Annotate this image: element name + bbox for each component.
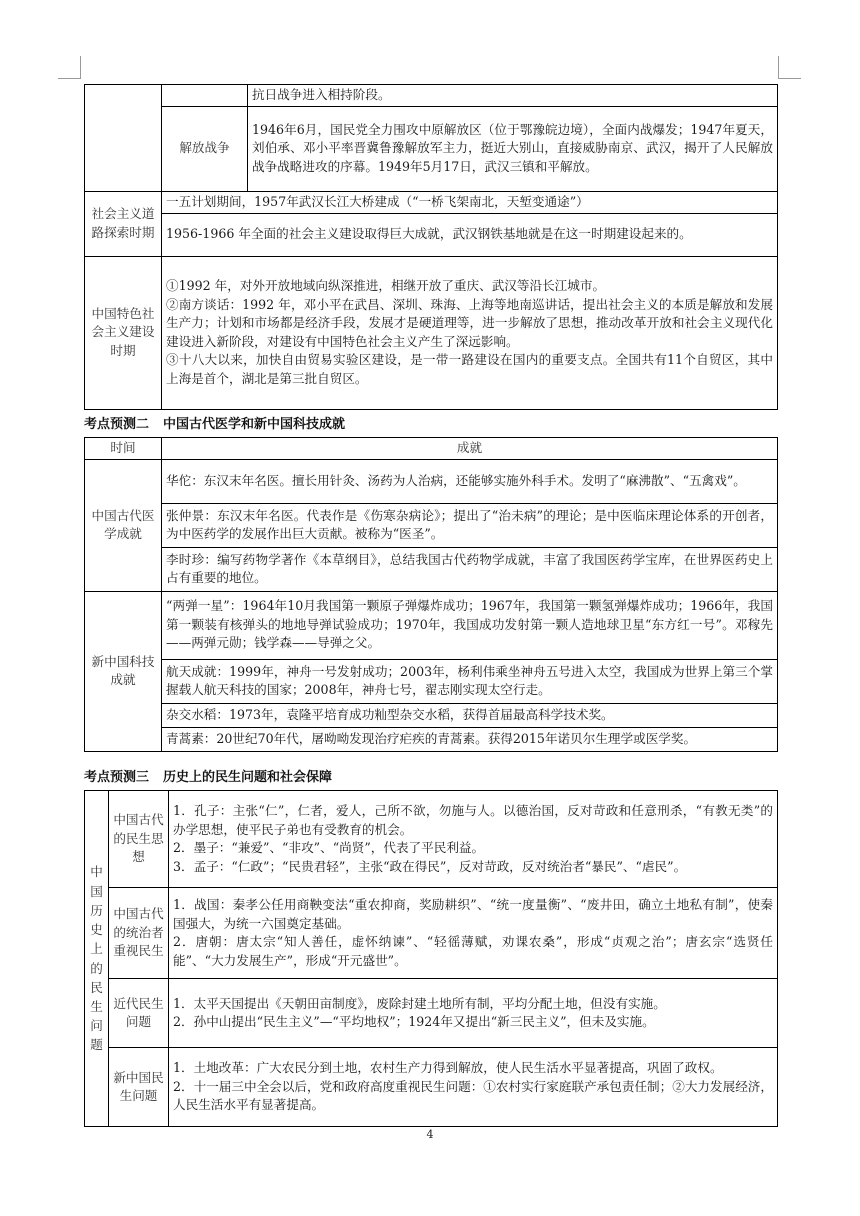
ancient-medicine-item: 李时珍：编写药物学著作《本草纲目》，总结我国古代药物学成就，丰富了我国医药学宝库，在世界医药史上占有重要的地位。 [162, 547, 778, 591]
livelihood-table [84, 790, 778, 1127]
table-row [85, 503, 778, 547]
liberation-war-content: 1946年6月，国民党全力围攻中原解放区（位于鄂豫皖边境），全面内战爆发；1947年夏天，刘伯承、邓小平率晋冀鲁豫解放军主力，挺近大别山，直接威胁南京、武汉，揭开了人民解放战争战略进攻的序幕。1949年5月17日，武汉三镇和平解放。 [248, 106, 778, 191]
livelihood-row-label: 中国古代的民生思想 [109, 791, 169, 888]
livelihood-row-label: 近代民生问题 [109, 979, 169, 1048]
section-3-title: 历史上的民生问题和社会保障 [163, 770, 333, 785]
chinese-characteristics-content [162, 256, 778, 409]
table-row [85, 659, 778, 703]
section-2-heading [84, 416, 345, 434]
ancient-medicine-label: 中国古代医学成就 [85, 459, 162, 591]
section-2-title: 中国古代医学和新中国科技成就 [163, 417, 346, 432]
table-row [85, 256, 778, 409]
livelihood-row-content [169, 979, 778, 1048]
table-row [85, 1048, 778, 1127]
section-3-prefix: 考点预测三 [84, 770, 150, 785]
table-row [85, 727, 778, 751]
chinese-characteristics-item-3: ③十八大以来，加快自由贸易实验区建设，是一带一路建设在国内的重要支点。全国共有11个自贸区，其中上海是首个，湖北是第三批自贸区。 [166, 352, 773, 386]
livelihood-outer-label: 中国历史上的民生问题 [85, 791, 109, 1127]
chinese-characteristics-item-1: ①1992 年，对外开放地域向纵深推进，相继开放了重庆、武汉等沿长江城市。 [166, 278, 606, 293]
livelihood-row-label: 中国古代的统治者重视民生 [109, 888, 169, 979]
crop-mark-top-right [778, 56, 801, 79]
new-china-technology-label: 新中国科技成就 [85, 591, 162, 751]
section-2-prefix: 考点预测二 [84, 417, 150, 432]
medicine-technology-table [84, 437, 778, 752]
livelihood-line: 1．太平天国提出《天朝田亩制度》，废除封建土地所有制，平均分配土地，但没有实施。 [173, 995, 666, 1011]
socialist-item-1: 一五计划期间，1957年武汉长江大桥建成（“一桥飞架南北，天堑变通途”） [162, 191, 778, 213]
livelihood-row-content [169, 888, 778, 979]
period-cell-blank [85, 85, 162, 192]
antijapanese-content: 抗日战争进入相持阶段。 [248, 85, 778, 107]
table-row [85, 979, 778, 1048]
table-row [85, 591, 778, 659]
table-row [85, 106, 778, 191]
ancient-medicine-item: 华佗：东汉末年名医。擅长用针灸、汤药为人治病，还能够实施外科手术。发明了“麻沸散”、“五禽戏”。 [162, 459, 778, 503]
technology-item: “两弹一星”：1964年10月我国第一颗原子弹爆炸成功；1967年，我国第一颗氢弹爆炸成功；1966年，我国第一颗装有核弹头的地地导弹试验成功；1970年，我国成功发射第一颗人造地球卫星“东方红一号”。邓稼先——两弹元勋；钱学森——导弹之父。 [162, 591, 778, 659]
table-row [85, 703, 778, 727]
livelihood-line: 1．战国：秦孝公任用商鞅变法“重农抑商，奖励耕织”、“统一度量衡”、“废井田，确立土地私有制”，使秦国强大，为统一六国奠定基础。 [173, 897, 773, 931]
livelihood-line: 3．孟子：“仁政”；“民贵君轻”，主张“政在得民”，反对苛政，反对统治者“暴民”、“虐民”。 [173, 858, 687, 874]
section-3-heading [84, 769, 332, 787]
livelihood-line: 2．十一届三中全会以后，党和政府高度重视民生问题：①农村实行家庭联产承包责任制；②大力发展经济，人民生活水平有显著提高。 [173, 1078, 773, 1113]
livelihood-line: 2．墨子：“兼爱”、“非攻”、“尚贤”，代表了平民利益。 [173, 840, 485, 855]
table-row [85, 791, 778, 888]
chinese-characteristics-label: 中国特色社会主义建设时期 [85, 256, 162, 409]
ancient-medicine-item: 张仲景：东汉末年名医。代表作是《伤寒杂病论》；提出了“治未病”的理论；是中医临床理论体系的开创者，为中医药学的发展作出巨大贡献。被称为“医圣”。 [162, 503, 778, 547]
technology-item: 青蒿素：20世纪70年代，屠呦呦发现治疗疟疾的青蒿素。获得2015年诺贝尔生理学或医学奖。 [162, 727, 778, 751]
livelihood-line: 1．土地改革：广大农民分到土地，农村生产力得到解放，使人民生活水平显著提高，巩固了政权。 [173, 1060, 723, 1076]
technology-item: 航天成就：1999年，神舟一号发射成功；2003年，杨利伟乘坐神舟五号进入太空，我国成为世界上第三个掌握载人航天科技的国家；2008年，神舟七号，翟志刚实现太空行走。 [162, 659, 778, 703]
column-header-time: 时间 [85, 438, 162, 460]
livelihood-row-content [169, 791, 778, 888]
livelihood-line: 1．孔子：主张“仁”，仁者，爱人，己所不欲，勿施与人。以德治国，反对苛政和任意刑杀，“有教无类”的办学思想，使平民子弟也有受教育的机会。 [173, 803, 773, 837]
table-header-row [85, 438, 778, 460]
socialist-exploration-label: 社会主义道路探索时期 [85, 191, 162, 256]
livelihood-row-label: 新中国民生问题 [109, 1048, 169, 1127]
table-row [85, 459, 778, 503]
livelihood-line: 2．唐朝：唐太宗“知人善任，虚怀纳谏”、“轻徭薄赋，劝课农桑”，形成“贞观之治”；唐玄宗“选贤任能”、“大力发展生产”，形成“开元盛世”。 [173, 934, 773, 968]
chinese-characteristics-item-2: ②南方谈话：1992 年，邓小平在武昌、深圳、珠海、上海等地南巡讲话，提出社会主义的本质是解放和发展生产力；计划和市场都是经济手段，发展才是硬道理等，进一步解放了思想，推动改革开放和社会主义现代化建设进入新阶段，对建设有中国特色社会主义产生了深远影响。 [166, 296, 773, 349]
column-header-achievement: 成就 [162, 438, 778, 460]
table-row [85, 888, 778, 979]
table-row [85, 85, 778, 107]
liberation-war-label: 解放战争 [162, 106, 248, 191]
livelihood-row-content [169, 1048, 778, 1127]
history-table-continued [84, 84, 778, 410]
table-row [85, 213, 778, 256]
table-row [85, 191, 778, 213]
livelihood-line: 2．孙中山提出“民生主义”—“平均地权”；1924年又提出“新三民主义”，但未及实施。 [173, 1014, 655, 1029]
technology-item: 杂交水稻：1973年，袁隆平培育成功籼型杂交水稻，获得首届最高科学技术奖。 [162, 703, 778, 727]
page-number: 4 [426, 1128, 434, 1141]
table-row [85, 547, 778, 591]
socialist-item-2: 1956-1966 年全面的社会主义建设取得巨大成就，武汉钢铁基地就是在这一时期建设起来的。 [162, 213, 778, 256]
crop-mark-top-left [58, 56, 81, 79]
subperiod-cell-blank [162, 85, 248, 107]
